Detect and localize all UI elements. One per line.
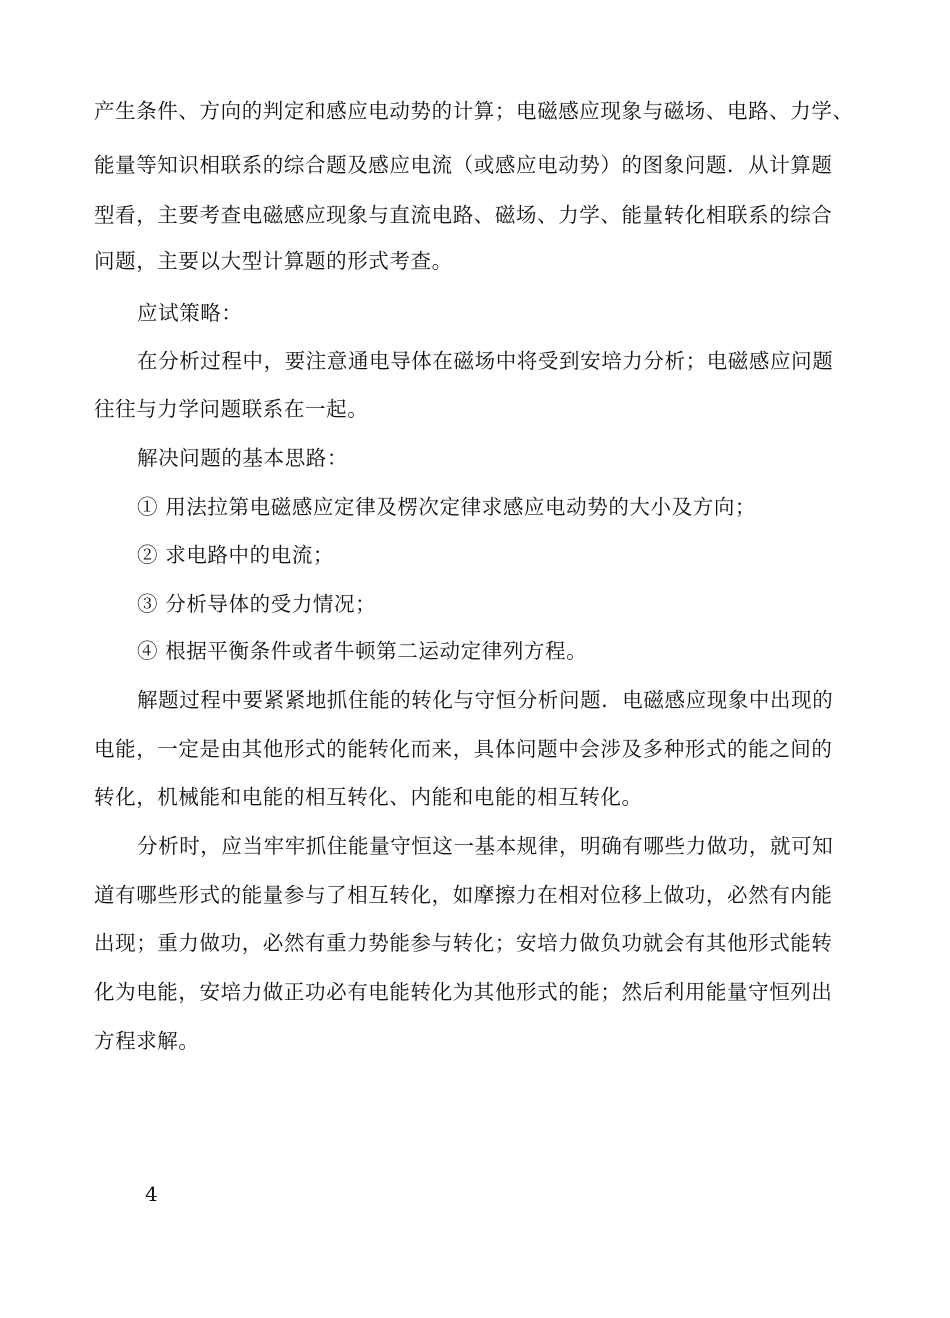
page-number: 4: [145, 1182, 158, 1206]
analysis-line-3: 出现；重力做功，必然有重力势能参与转化；安培力做负功就会有其他形式能转: [94, 931, 833, 955]
analysis-line-5: 方程求解。: [94, 1029, 200, 1053]
step-1: ① 用法拉第电磁感应定律及楞次定律求感应电动势的大小及方向；: [137, 495, 757, 519]
strategy-line-2: 往往与力学问题联系在一起。: [94, 397, 369, 421]
approach-heading: 解决问题的基本思路：: [137, 446, 348, 470]
energy-line-2: 电能，一定是由其他形式的能转化而来，具体问题中会涉及多种形式的能之间的: [94, 737, 833, 761]
analysis-line-4: 化为电能，安培力做正功必有电能转化为其他形式的能；然后利用能量守恒列出: [94, 980, 833, 1004]
intro-line-1: 产生条件、方向的判定和感应电动势的计算；电磁感应现象与磁场、电路、力学、: [94, 99, 854, 123]
energy-line-1: 解题过程中要紧紧地抓住能的转化与守恒分析问题．电磁感应现象中出现的: [137, 688, 834, 712]
intro-line-4: 问题，主要以大型计算题的形式考查。: [94, 249, 453, 273]
strategy-line-1: 在分析过程中，要注意通电导体在磁场中将受到安培力分析；电磁感应问题: [137, 349, 834, 373]
analysis-line-1: 分析时，应当牢牢抓住能量守恒这一基本规律，明确有哪些力做功，就可知: [137, 834, 834, 858]
energy-line-3: 转化，机械能和电能的相互转化、内能和电能的相互转化。: [94, 785, 643, 809]
analysis-line-2: 道有哪些形式的能量参与了相互转化，如摩擦力在相对位移上做功，必然有内能: [94, 883, 833, 907]
step-2: ② 求电路中的电流；: [137, 543, 335, 567]
intro-line-3: 型看，主要考查电磁感应现象与直流电路、磁场、力学、能量转化相联系的综合: [94, 203, 833, 227]
step-4: ④ 根据平衡条件或者牛顿第二运动定律列方程。: [137, 639, 588, 663]
step-3: ③ 分析导体的受力情况；: [137, 592, 377, 616]
strategy-heading: 应试策略：: [137, 301, 243, 325]
intro-line-2: 能量等知识相联系的综合题及感应电流（或感应电动势）的图象问题．从计算题: [94, 153, 833, 177]
